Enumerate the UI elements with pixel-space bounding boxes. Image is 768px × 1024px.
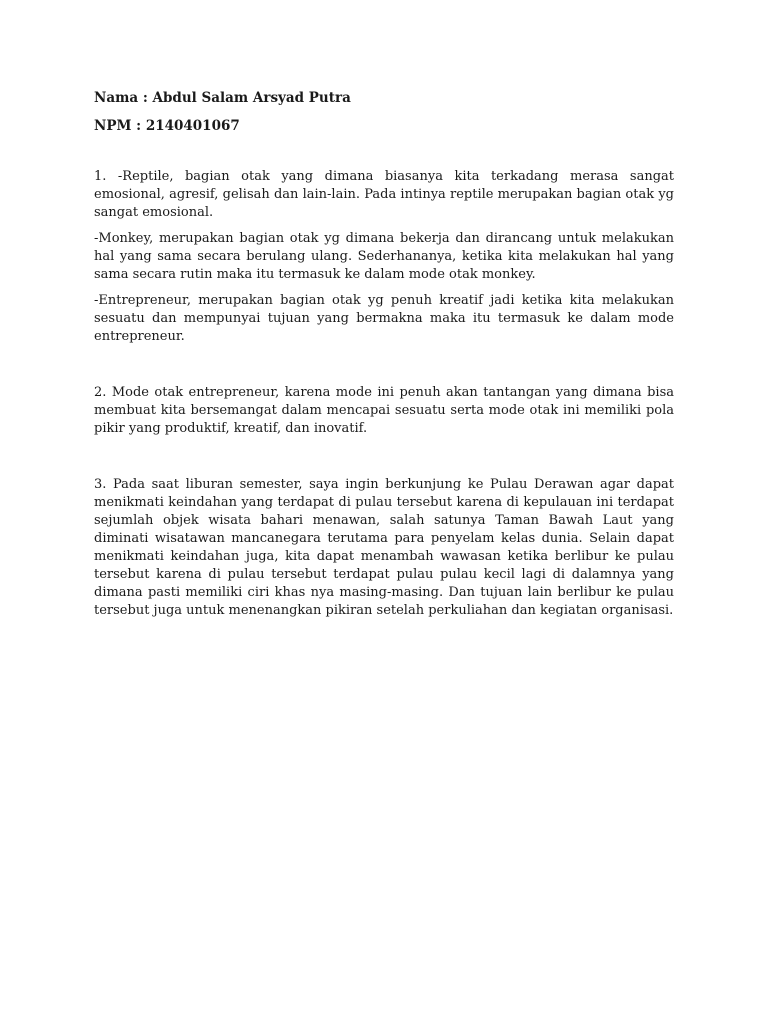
answer-3: 3. Pada saat liburan semester, saya ingin berkunjung ke Pulau Derawan agar dapat menikmati keindahan yang terdapat di pulau tersebut karena di kepulauan ini terdapat sejumlah objek wisata bahari menawan, salah satunya Taman Bawah Laut yang diminati wisatawan mancanegara terutama para penyelam kelas dunia. Selain dapat menikmati keindahan juga, kita dapat menambah wawasan ketika berlibur ke pulau tersebut karena di pulau tersebut terdapat pulau pulau kecil lagi di dalamnya yang dimana pasti memiliki ciri khas nya masing-masing. Dan tujuan lain berlibur ke pulau tersebut juga untuk menenangkan pikiran setelah perkuliahan dan kegiatan organisasi. xyxy=(94,477,674,618)
answer-1-entrepreneur: -Entrepreneur, merupakan bagian otak yg penuh kreatif jadi ketika kita melakukan sesuatu dan mempunyai tujuan yang bermakna maka itu termasuk ke dalam mode entrepreneur. xyxy=(94,293,674,344)
answer-2: 2. Mode otak entrepreneur, karena mode ini penuh akan tantangan yang dimana bisa membuat kita bersemangat dalam mencapai sesuatu serta mode otak ini memiliki pola pikir yang produktif, kreatif, dan inovatif. xyxy=(94,385,674,436)
answer-1-reptile: 1. -Reptile, bagian otak yang dimana biasanya kita terkadang merasa sangat emosional, agresif, gelisah dan lain-lain. Pada intinya reptile merupakan bagian otak yg sangat emosional. xyxy=(94,169,674,220)
student-name: Nama : Abdul Salam Arsyad Putra xyxy=(94,90,351,106)
answer-1-monkey: -Monkey, merupakan bagian otak yg dimana bekerja dan dirancang untuk melakukan hal yang sama secara berulang ulang. Sederhananya, ketika kita melakukan hal yang sama secara rutin maka itu termasuk ke dalam mode otak monkey. xyxy=(94,231,674,282)
document-body xyxy=(94,86,674,620)
student-npm: NPM : 2140401067 xyxy=(94,118,240,134)
